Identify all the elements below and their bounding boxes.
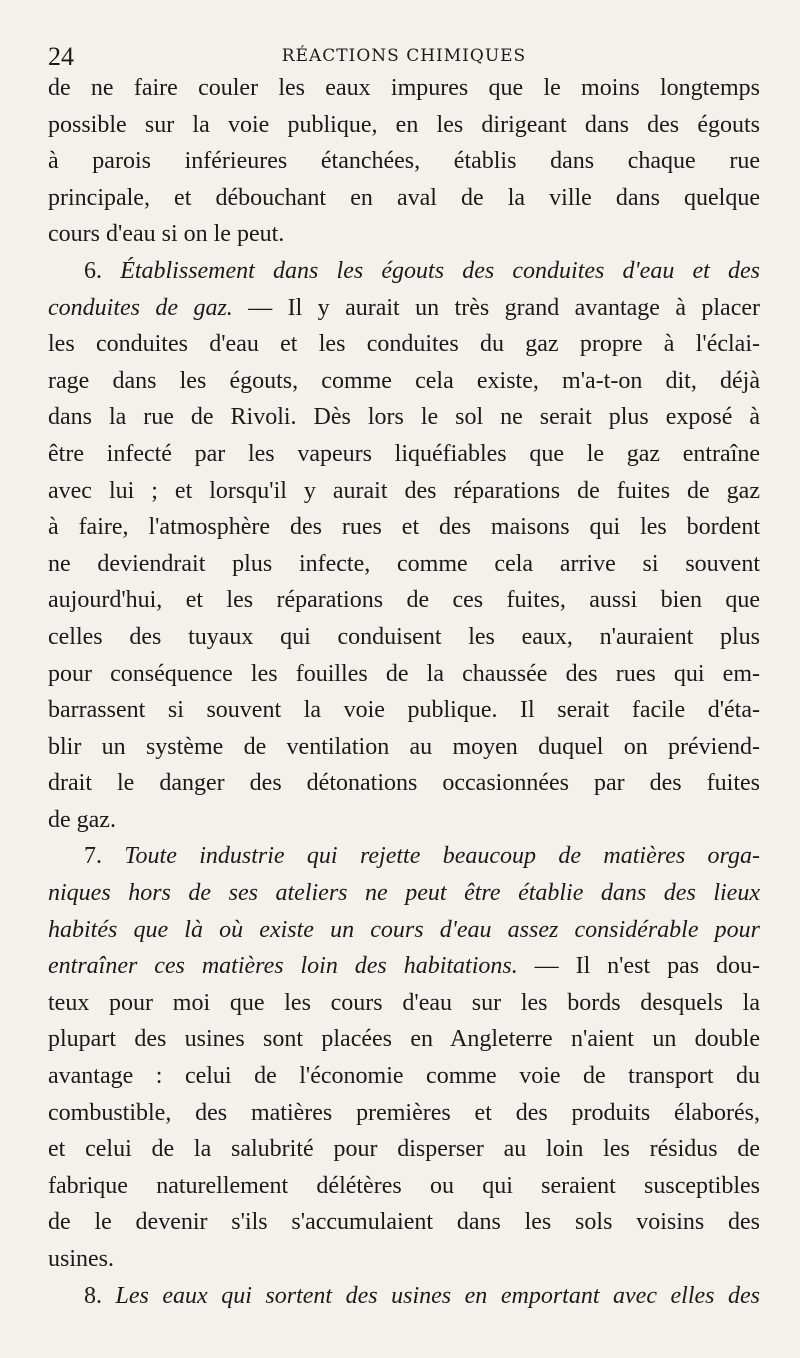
- line-text: aujourd'hui, et les réparations de ces fuites, aussi bien que: [48, 587, 760, 614]
- text-line: [48, 838, 760, 875]
- text-line: [48, 692, 760, 729]
- text-line: [48, 802, 760, 839]
- italic-text: Établissement dans les égouts des conduites d'eau et des: [120, 257, 760, 284]
- italic-text: niques hors de ses ateliers ne peut être établie dans des lieux: [48, 880, 760, 907]
- line-text: combustible, des matières premières et des produits élaborés,: [48, 1099, 760, 1126]
- text-line: [48, 363, 760, 400]
- italic-text: Toute industrie qui rejette beaucoup de matières orga-: [124, 843, 760, 870]
- item-number: 6.: [84, 257, 121, 284]
- text-line: [48, 912, 760, 949]
- line-text: teux pour moi que les cours d'eau sur les bords desquels la: [48, 989, 760, 1016]
- text-line: [48, 582, 760, 619]
- text-line: [48, 180, 760, 217]
- line-text: — Il n'est pas dou-: [517, 953, 760, 980]
- italic-text: entraîner ces matières loin des habitations.: [48, 953, 518, 980]
- line-text: dans la rue de Rivoli. Dès lors le sol ne serait plus exposé à: [48, 404, 760, 431]
- running-head: RÉACTIONS CHIMIQUES: [281, 46, 527, 66]
- line-text: ne deviendrait plus infecte, comme cela arrive si souvent: [48, 550, 760, 577]
- line-text: — Il y aurait un très grand avantage à placer: [232, 294, 760, 321]
- line-text: plupart des usines sont placées en Angleterre n'aient un double: [48, 1026, 760, 1053]
- text-line: [48, 399, 760, 436]
- text-line: [48, 473, 760, 510]
- line-text: à parois inférieures étanchées, établis dans chaque rue: [48, 148, 760, 175]
- text-line: [48, 1204, 760, 1241]
- text-line: [48, 436, 760, 473]
- text-line: [48, 253, 760, 290]
- text-line: [48, 948, 760, 985]
- text-line: [48, 1058, 760, 1095]
- line-text: avantage : celui de l'économie comme voie de transport du: [48, 1063, 760, 1090]
- item-number: 8.: [84, 1282, 116, 1309]
- line-text: pour conséquence les fouilles de la chaussée des rues qui em-: [48, 660, 760, 687]
- line-text: de gaz.: [48, 806, 116, 833]
- page-number: 24: [48, 42, 74, 71]
- text-line: [48, 729, 760, 766]
- line-text: barrassent si souvent la voie publique. Il serait facile d'éta-: [48, 697, 760, 724]
- line-text: usines.: [48, 1246, 114, 1272]
- text-line: [48, 985, 760, 1022]
- text-line: [48, 1131, 760, 1168]
- line-text: celles des tuyaux qui conduisent les eaux, n'auraient plus: [48, 623, 760, 650]
- line-text: et celui de la salubrité pour disperser au loin les résidus de: [48, 1136, 760, 1163]
- text-line: [48, 143, 760, 180]
- line-text: drait le danger des détonations occasionnées par des fuites: [48, 770, 760, 797]
- line-text: les conduites d'eau et les conduites du gaz propre à l'éclai-: [48, 331, 760, 358]
- text-line: [48, 875, 760, 912]
- line-text: fabrique naturellement délétères ou qui seraient susceptibles: [48, 1172, 760, 1199]
- text-line: [48, 326, 760, 363]
- text-line: [48, 216, 760, 253]
- line-text: être infecté par les vapeurs liquéfiables que le gaz entraîne: [48, 440, 760, 467]
- text-line: [48, 1278, 760, 1315]
- text-line: [48, 107, 760, 144]
- text-line: [48, 1021, 760, 1058]
- text-line: [48, 290, 760, 327]
- line-text: rage dans les égouts, comme cela existe, m'a-t-on dit, déjà: [48, 367, 760, 394]
- text-line: [48, 1241, 760, 1278]
- text-line: [48, 765, 760, 802]
- line-text: de le devenir s'ils s'accumulaient dans les sols voisins des: [48, 1209, 760, 1236]
- italic-text: habités que là où existe un cours d'eau assez considérable pour: [48, 916, 760, 943]
- line-text: principale, et débouchant en aval de la ville dans quelque: [48, 184, 760, 211]
- text-line: [48, 656, 760, 693]
- line-text: blir un système de ventilation au moyen duquel on préviend-: [48, 733, 760, 760]
- text-line: [48, 546, 760, 583]
- italic-text: Les eaux qui sortent des usines en emportant avec elles des: [115, 1282, 761, 1309]
- italic-text: conduites de gaz.: [48, 294, 233, 321]
- text-line: [48, 1168, 760, 1205]
- line-text: cours d'eau si on le peut.: [48, 221, 285, 248]
- text-line: [48, 619, 760, 656]
- line-text: à faire, l'atmosphère des rues et des maisons qui les bordent: [48, 514, 760, 541]
- line-text: possible sur la voie publique, en les dirigeant dans des égouts: [48, 111, 760, 138]
- text-line: [48, 70, 760, 107]
- item-number: 7.: [84, 843, 125, 870]
- page-body: [48, 70, 760, 1314]
- line-text: avec lui ; et lorsqu'il y aurait des réparations de fuites de gaz: [48, 477, 760, 504]
- line-text: de ne faire couler les eaux impures que le moins longtemps: [48, 75, 760, 101]
- text-line: [48, 509, 760, 546]
- text-line: [48, 1095, 760, 1132]
